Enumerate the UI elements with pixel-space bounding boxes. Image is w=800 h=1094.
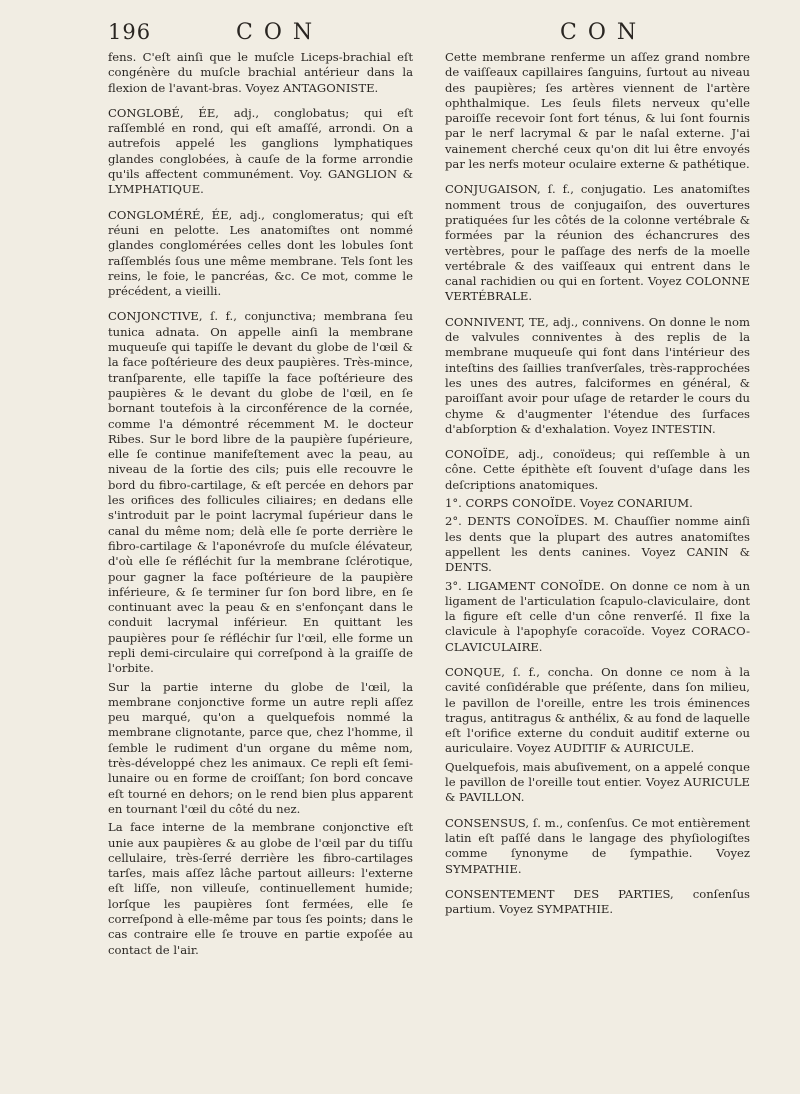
entry-ligament-conoide: 3°. LIGAMENT CONOÏDE. On donne ce nom à un ligament de l'articulation ſcapulo-claviculaire, dont la figure eſt celle d'un cône renverſé. Il fixe la clavicule à l'apophyſe coracoïde. Voyez CORACO-CLAVICULAIRE. bbox=[445, 578, 750, 654]
left-column bbox=[108, 50, 413, 961]
entry-consentement: CONSENTEMENT DES PARTIES, conſenſus partium. Voyez SYMPATHIE. bbox=[445, 886, 750, 917]
entry-consensus: CONSENSUS, ſ. m., conſenſus. Ce mot entièrement latin eſt paſſé dans le langage des phyſiologiſtes comme ſynonyme de ſympathie. Voyez SYMPATHIE. bbox=[445, 815, 750, 876]
paragraph-conjonctive-face: La face interne de la membrane conjonctive eſt unie aux paupières & au globe de l'œil par du tiſſu cellulaire, très-ſerré derrière les fibro-cartilages tarſes, mais aſſez lâche partout ailleurs: l'externe eſt liſſe, non villeuſe, continuellement humide; lorſque les paupières ſont fermées, elle ſe correſpond à elle-même par tous ſes points; dans le cas contraire elle ſe trouve en partie expoſée au contact de l'air. bbox=[108, 820, 413, 957]
right-column bbox=[445, 50, 750, 920]
paragraph-conque-abusif: Quelquefois, mais abuſivement, on a appelé conque le pavillon de l'oreille tout entier. Voyez AURICULE & PAVILLON. bbox=[445, 759, 750, 805]
paragraph-continuation: fens. C'eſt ainſi que le muſcle Liceps-brachial eſt congénère du muſcle brachial antérieur dans la flexion de l'avant-bras. Voyez ANTAGONISTE. bbox=[108, 50, 413, 95]
paragraph-membrane-vaisseaux: Cette membrane renferme un aſſez grand nombre de vaiſſeaux capillaires ſanguins, ſurtout au niveau des paupières; ſes artères viennent de l'artère ophthalmique. Les ſeuls filets nerveux qu'elle paroiſſe recevoir ſont fort ténus, & lui ſont fournis par le nerf lacrymal & par le naſal externe. J'ai vainement cherché ceux qu'on dit lui être envoyés par les nerfs moteur oculaire externe & pathétique. bbox=[445, 50, 750, 172]
paragraph-conjonctive-repli: Sur la partie interne du globe de l'œil, la membrane conjonctive forme un autre repli aſſez peu marqué, qu'on a quelquefois nommé la membrane clignotante, parce que, chez l'homme, il ſemble le rudiment d'un organe du même nom, très-développé chez les animaux. Ce repli eſt ſemi-lunaire ou en forme de croiſſant; ſon bord concave eſt tourné en dehors; on le rend bien plus apparent en tournant l'œil du côté du nez. bbox=[108, 679, 413, 816]
entry-conjonctive: CONJONCTIVE, ſ. f., conjunctiva; membrana ſeu tunica adnata. On appelle ainſi la membrane muqueuſe qui tapiſſe le devant du globe de l'œil & la face poſtérieure des deux paupières. Très-mince, tranſparente, elle tapiſſe la face poſtérieure des paupières & le devant du globe de l'œil, en ſe bornant toutefois à la circonférence de la cornée, comme l'a démontré récemment M. le docteur Ribes. Sur le bord libre de la paupière ſupérieure, elle ſe continue manifeſtement avec la peau, au niveau de la ſortie des cils; puis elle recouvre le bord du fibro-cartilage, & eſt percée en dehors par les orifices des follicules ciliaires; en dedans elle s'introduit par le point lacrymal ſupérieur dans le canal du même nom; delà elle ſe porte derrière le fibro-cartilage & l'aponévroſe du muſcle élévateur, d'où elle ſe réfléchit ſur la membrane ſclérotique, pour gagner la face poſtérieure de la paupière inférieure, & ſe terminer ſur ſon bord libre, en ſe continuant avec la peau & en s'enfonçant dans le conduit lacrymal inférieur. En quittant les paupières pour ſe réfléchir ſur l'œil, elle forme un repli demi-circulaire qui correſpond à la graiſſe de l'orbite. bbox=[108, 309, 413, 676]
entry-connivent: CONNIVENT, TE, adj., connivens. On donne le nom de valvules conniventes à des replis de la membrane muqueuſe qui font dans l'intérieur des inteſtins des ſaillies tranſverſales, très-rapprochées les unes des autres, falciformes en général, & paroiſſant avoir pour uſage de retarder le cours du chyme & d'augmenter l'étendue des ſurfaces d'abſorption & d'exhalation. Voyez INTESTIN. bbox=[445, 314, 750, 436]
entry-conoide: CONOÏDE, adj., conoïdeus; qui reſſemble à un cône. Cette épithète eſt ſouvent d'uſage dans les deſcriptions anatomiques. bbox=[445, 447, 750, 492]
entry-congloble: CONGLOBÉ, ÉE, adj., conglobatus; qui eſt raſſemblé en rond, qui eſt amaſſé, arrondi. On a autrefois appelé les ganglions lymphatiques glandes conglobées, à cauſe de la forme arrondie qu'ils affectent communément. Voy. GANGLION & LYMPHATIQUE. bbox=[108, 105, 413, 197]
entry-conjugaison: CONJUGAISON, ſ. f., conjugatio. Les anatomiſtes nomment trous de conjugaiſon, des ouvertures pratiquées ſur les côtés de la colonne vertébrale & formées par la réunion des échancrures des vertèbres, pour le paſſage des nerfs de la moelle vertébrale & des vaiſſeaux qui entrent dans le canal rachidien ou qui en ſortent. Voyez COLONNE VERTÉBRALE. bbox=[445, 182, 750, 304]
entry-conque: CONQUE, ſ. f., concha. On donne ce nom à la cavité conſidérable que préſente, dans ſon milieu, le pavillon de l'oreille, entre les trois éminences tragus, antitragus & anthélix, & au fond de laquelle eſt l'orifice externe du conduit auditif externe ou auriculaire. Voyez AUDITIF & AURICULE. bbox=[445, 664, 750, 756]
entry-dents-conoides: 2°. DENTS CONOÏDES. M. Chauſſier nomme ainſi les dents que la plupart des autres anatomiſtes appellent les dents canines. Voyez CANIN & DENTS. bbox=[445, 514, 750, 575]
running-head-right: CON bbox=[560, 20, 648, 45]
page-header bbox=[108, 18, 738, 48]
page-number: 196 bbox=[108, 20, 152, 44]
running-head-left: CON bbox=[236, 20, 324, 45]
entry-corps-conoide: 1°. CORPS CONOÏDE. Voyez CONARIUM. bbox=[445, 496, 693, 511]
entry-conglomere: CONGLOMÉRÉ, ÉE, adj., conglomeratus; qui eſt réuni en pelotte. Les anatomiſtes ont nommé glandes conglomérées celles dont les lobules ſont raſſemblés ſous une même membrane. Tels ſont les reins, le foie, le pancréas, &c. Ce mot, comme le précédent, a vieilli. bbox=[108, 207, 413, 299]
